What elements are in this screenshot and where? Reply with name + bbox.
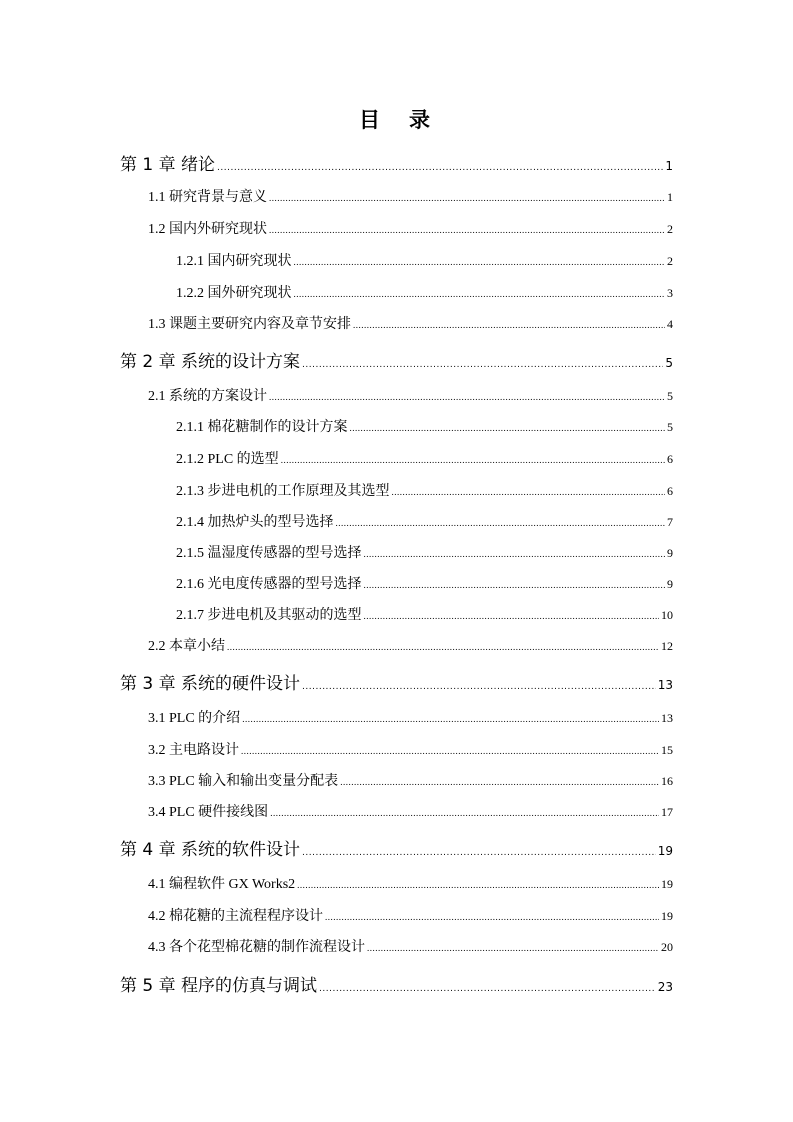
- toc-section-entry[interactable]: [148, 936, 673, 956]
- toc-chapter-entry[interactable]: [120, 150, 673, 175]
- toc-page-number: 9: [667, 577, 673, 591]
- toc-page-number: 19: [661, 877, 673, 891]
- toc-dot-leader: [241, 746, 659, 756]
- toc-dot-leader: [227, 642, 659, 652]
- toc-chapter-entry[interactable]: [120, 835, 673, 860]
- toc-dot-leader: [242, 714, 659, 724]
- toc-section-entry[interactable]: [176, 573, 673, 593]
- toc-entry-title: 第 1 章 绪论: [120, 155, 216, 175]
- toc-section-entry[interactable]: [176, 282, 673, 302]
- toc-section-entry[interactable]: [148, 873, 673, 893]
- toc-dot-leader: [269, 392, 665, 402]
- toc-dot-leader: [217, 163, 663, 173]
- toc-section-entry[interactable]: [148, 707, 673, 727]
- toc-dot-leader: [294, 289, 666, 299]
- toc-page-number: 7: [667, 515, 673, 529]
- toc-page-number: 2: [667, 222, 673, 236]
- toc-page-number: 2: [667, 254, 673, 268]
- toc-entry-title: 2.1.5 温湿度传感器的型号选择: [176, 546, 362, 561]
- toc-dot-leader: [392, 487, 666, 497]
- toc-page-number: 3: [667, 286, 673, 300]
- page-title: 目 录: [359, 108, 434, 132]
- toc-dot-leader: [302, 360, 663, 370]
- toc-entry-title: 1.2.2 国外研究现状: [176, 286, 292, 301]
- toc-section-entry[interactable]: [176, 511, 673, 531]
- toc-section-entry[interactable]: [176, 604, 673, 624]
- toc-section-entry[interactable]: [176, 480, 673, 500]
- toc-dot-leader: [340, 777, 659, 787]
- toc-dot-leader: [367, 943, 659, 953]
- toc-dot-leader: [294, 257, 666, 267]
- toc-entry-title: 2.1.4 加热炉头的型号选择: [176, 515, 334, 530]
- toc-section-entry[interactable]: [148, 905, 673, 925]
- toc-section-entry[interactable]: [176, 448, 673, 468]
- toc-dot-leader: [302, 848, 656, 858]
- toc-section-entry[interactable]: [148, 385, 673, 405]
- toc-section-entry[interactable]: [148, 801, 673, 821]
- toc-section-entry[interactable]: [148, 218, 673, 238]
- toc-page-number: 1: [667, 190, 673, 204]
- toc-entry-title: 3.3 PLC 输入和输出变量分配表: [148, 774, 339, 789]
- toc-dot-leader: [336, 518, 666, 528]
- toc-entry-title: 第 2 章 系统的设计方案: [120, 352, 301, 372]
- toc-entry-title: 4.1 编程软件 GX Works2: [148, 877, 296, 892]
- toc-section-entry[interactable]: [148, 635, 673, 655]
- toc-entry-title: 第 4 章 系统的软件设计: [120, 840, 301, 860]
- toc-entry-title: 1.2.1 国内研究现状: [176, 254, 292, 269]
- toc-entry-title: 3.4 PLC 硬件接线图: [148, 805, 269, 820]
- toc-chapter-entry[interactable]: [120, 347, 673, 372]
- toc-section-entry[interactable]: [148, 313, 673, 333]
- toc-page-number: 6: [667, 452, 673, 466]
- toc-page-number: 5: [665, 356, 673, 370]
- toc-page-number: 19: [657, 844, 673, 858]
- toc-section-entry[interactable]: [176, 542, 673, 562]
- toc-entry-title: 2.1 系统的方案设计: [148, 389, 267, 404]
- toc-dot-leader: [281, 455, 665, 465]
- toc-page-number: 17: [661, 805, 673, 819]
- toc-dot-leader: [350, 423, 666, 433]
- toc-chapter-entry[interactable]: [120, 971, 673, 996]
- toc-section-entry[interactable]: [176, 250, 673, 270]
- toc-page-number: 10: [661, 608, 673, 622]
- toc-page-number: 13: [657, 678, 673, 692]
- toc-entry-title: 3.2 主电路设计: [148, 743, 239, 758]
- toc-page-number: 5: [667, 389, 673, 403]
- toc-entry-title: 2.1.6 光电度传感器的型号选择: [176, 577, 362, 592]
- toc-dot-leader: [364, 549, 666, 559]
- toc-section-entry[interactable]: [148, 770, 673, 790]
- toc-page-number: 5: [667, 420, 673, 434]
- toc-page-number: 23: [657, 980, 673, 994]
- toc-page-number: 12: [661, 639, 673, 653]
- toc-page-number: 15: [661, 743, 673, 757]
- toc-entry-title: 4.3 各个花型棉花糖的制作流程设计: [148, 940, 365, 955]
- toc-dot-leader: [270, 808, 659, 818]
- toc-page-number: 6: [667, 484, 673, 498]
- toc-section-entry[interactable]: [148, 186, 673, 206]
- toc-dot-leader: [269, 225, 665, 235]
- toc-entry-title: 2.1.1 棉花糖制作的设计方案: [176, 420, 348, 435]
- toc-page-number: 20: [661, 940, 673, 954]
- toc-entry-title: 第 5 章 程序的仿真与调试: [120, 976, 318, 996]
- toc-page-number: 4: [667, 317, 673, 331]
- toc-entry-title: 4.2 棉花糖的主流程程序设计: [148, 909, 323, 924]
- toc-section-entry[interactable]: [148, 739, 673, 759]
- toc-entry-title: 3.1 PLC 的介绍: [148, 711, 241, 726]
- toc-entry-title: 第 3 章 系统的硬件设计: [120, 674, 301, 694]
- toc-dot-leader: [319, 984, 656, 994]
- toc-chapter-entry[interactable]: [120, 669, 673, 694]
- toc-entry-title: 2.1.3 步进电机的工作原理及其选型: [176, 484, 390, 499]
- toc-dot-leader: [364, 611, 660, 621]
- toc-section-entry[interactable]: [176, 416, 673, 436]
- toc-entry-title: 1.3 课题主要研究内容及章节安排: [148, 317, 351, 332]
- toc-entry-title: 2.2 本章小结: [148, 639, 225, 654]
- toc-dot-leader: [269, 193, 665, 203]
- toc-dot-leader: [297, 880, 659, 890]
- toc-entry-title: 2.1.2 PLC 的选型: [176, 452, 279, 467]
- toc-page-number: 16: [661, 774, 673, 788]
- toc-page-number: 19: [661, 909, 673, 923]
- toc-entry-title: 1.2 国内外研究现状: [148, 222, 267, 237]
- toc-dot-leader: [353, 320, 665, 330]
- toc-dot-leader: [364, 580, 666, 590]
- toc-entry-title: 1.1 研究背景与意义: [148, 190, 267, 205]
- toc-entry-title: 2.1.7 步进电机及其驱动的选型: [176, 608, 362, 623]
- toc-dot-leader: [302, 682, 656, 692]
- toc-page-number: 13: [661, 711, 673, 725]
- toc-page-number: 1: [665, 159, 673, 173]
- toc-dot-leader: [325, 912, 659, 922]
- toc-page-number: 9: [667, 546, 673, 560]
